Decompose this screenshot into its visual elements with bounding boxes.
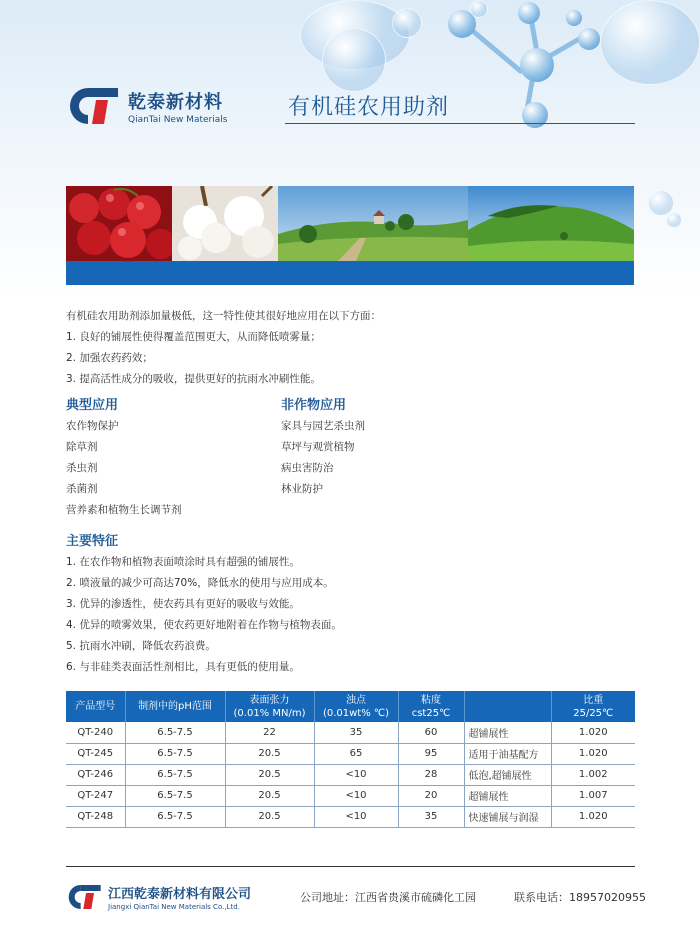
table-cell: 超铺展性 (464, 785, 551, 806)
table-cell: 6.5-7.5 (125, 722, 225, 743)
features-heading: 主要特征 (66, 534, 119, 549)
water-bubble (600, 0, 700, 85)
table-cell: 6.5-7.5 (125, 764, 225, 785)
list-item: 草坪与观赏植物 (281, 441, 355, 453)
footer-logo (66, 882, 251, 912)
list-item: 1. 在农作物和植物表面喷涂时具有超强的铺展性。 (66, 556, 300, 568)
table-cell: 20.5 (225, 743, 314, 764)
noncrop-list (281, 416, 365, 500)
typical-list (66, 416, 182, 521)
table-cell: 1.007 (551, 785, 635, 806)
header-cell: 粘度 cst25℃ (398, 691, 464, 722)
table-row (66, 764, 635, 785)
table-cell: 低泡,超铺展性 (464, 764, 551, 785)
noncrop-heading: 非作物应用 (281, 398, 347, 413)
typical-heading: 典型应用 (66, 398, 119, 413)
molecule-atom (448, 10, 476, 38)
table-cell: 35 (398, 806, 464, 827)
table-cell: 22 (225, 722, 314, 743)
list-item: 2. 喷液量的减少可高达70%，降低水的使用与应用成本。 (66, 577, 334, 589)
header-cell (464, 691, 551, 722)
list-item: 除草剂 (66, 441, 98, 453)
footer-divider (66, 866, 635, 867)
molecule-atom (518, 2, 540, 24)
brand-logo (66, 84, 227, 128)
header-cell: 制剂中的pH范围 (125, 691, 225, 722)
table-cell: QT-247 (66, 785, 125, 806)
list-item: 杀菌剂 (66, 483, 98, 495)
cherries-photo (66, 186, 172, 261)
features-list (66, 552, 342, 678)
page-title: 有机硅农用助剂 (288, 95, 450, 120)
product-table (66, 691, 635, 828)
list-item: 农作物保护 (66, 420, 119, 432)
table-cell: 快速铺展与润湿 (464, 806, 551, 827)
countryside-photo (278, 186, 468, 261)
photo-blue-band (66, 261, 634, 285)
table-cell: 1.020 (551, 722, 635, 743)
table-cell: QT-245 (66, 743, 125, 764)
table-cell: 1.002 (551, 764, 635, 785)
cotton-photo (172, 186, 278, 261)
table-cell: <10 (314, 806, 398, 827)
table-row (66, 785, 635, 806)
header-cell: 比重 25/25℃ (551, 691, 635, 722)
list-item: 家具与园艺杀虫剂 (281, 420, 365, 432)
qt-logo-icon (66, 882, 102, 912)
table-cell: <10 (314, 785, 398, 806)
table-cell: QT-246 (66, 764, 125, 785)
table-cell: 60 (398, 722, 464, 743)
list-item: 3. 优异的渗透性，使农药具有更好的吸收与效能。 (66, 598, 300, 610)
intro-item: 1. 良好的铺展性使得覆盖范围更大，从而降低喷雾量； (66, 331, 321, 343)
header-cell: 表面张力 (0.01% MN/m) (225, 691, 314, 722)
table-row (66, 722, 635, 743)
table-row (66, 806, 635, 827)
list-item: 5. 抗雨水冲刷，降低农药浪费。 (66, 640, 216, 652)
intro-item: 3. 提高活性成分的吸收，提供更好的抗雨水冲刷性能。 (66, 373, 321, 385)
water-bubble (392, 8, 422, 38)
title-underline (285, 123, 635, 124)
table-cell: <10 (314, 764, 398, 785)
table-cell: 20.5 (225, 764, 314, 785)
list-item: 6. 与非硅类表面活性剂相比，具有更低的使用量。 (66, 661, 300, 673)
footer-company-cn: 江西乾泰新材料有限公司 (108, 887, 252, 902)
list-item: 病虫害防治 (281, 462, 334, 474)
water-bubble (666, 212, 682, 228)
brand-name-en: QianTai New Materials (128, 114, 228, 125)
header-cell: 浊点 (0.01wt% ℃) (314, 691, 398, 722)
water-bubble (322, 28, 386, 92)
footer-phone: 联系电话：18957020955 (514, 891, 646, 904)
list-item: 林业防护 (281, 483, 323, 495)
table-cell: 6.5-7.5 (125, 743, 225, 764)
table-cell: 1.020 (551, 743, 635, 764)
table-cell: 20.5 (225, 785, 314, 806)
table-cell: 6.5-7.5 (125, 806, 225, 827)
table-row (66, 743, 635, 764)
molecule-atom (578, 28, 600, 50)
table-cell: 1.020 (551, 806, 635, 827)
brand-name-cn: 乾泰新材料 (128, 91, 223, 113)
table-cell: 95 (398, 743, 464, 764)
qt-logo-icon (66, 84, 120, 128)
table-cell: 28 (398, 764, 464, 785)
intro-text (66, 306, 636, 390)
molecule-atom (566, 10, 582, 26)
photo-strip (66, 186, 634, 285)
table-cell: 适用于油基配方 (464, 743, 551, 764)
list-item: 4. 优异的喷雾效果，使农药更好地附着在作物与植物表面。 (66, 619, 342, 631)
footer-company-en: Jiangxi QianTai New Materials Co.,Ltd. (108, 903, 240, 911)
list-item: 杀虫剂 (66, 462, 98, 474)
table-header-row (66, 691, 635, 722)
table-cell: 65 (314, 743, 398, 764)
table-cell: 20.5 (225, 806, 314, 827)
table-cell: 20 (398, 785, 464, 806)
table-cell: 35 (314, 722, 398, 743)
molecule-atom (520, 48, 554, 82)
list-item: 营养素和植物生长调节剂 (66, 504, 182, 516)
footer-address: 公司地址：江西省贵溪市硫磷化工园 (300, 891, 476, 904)
molecule-atom (522, 102, 548, 128)
table-cell: 超铺展性 (464, 722, 551, 743)
intro-lead: 有机硅农用助剂添加量极低，这一特性使其很好地应用在以下方面： (66, 310, 381, 322)
table-cell: QT-240 (66, 722, 125, 743)
header-cell: 产品型号 (66, 691, 125, 722)
intro-item: 2. 加强农药药效； (66, 352, 153, 364)
green-hill-photo (468, 186, 634, 261)
table-cell: QT-248 (66, 806, 125, 827)
table-cell: 6.5-7.5 (125, 785, 225, 806)
